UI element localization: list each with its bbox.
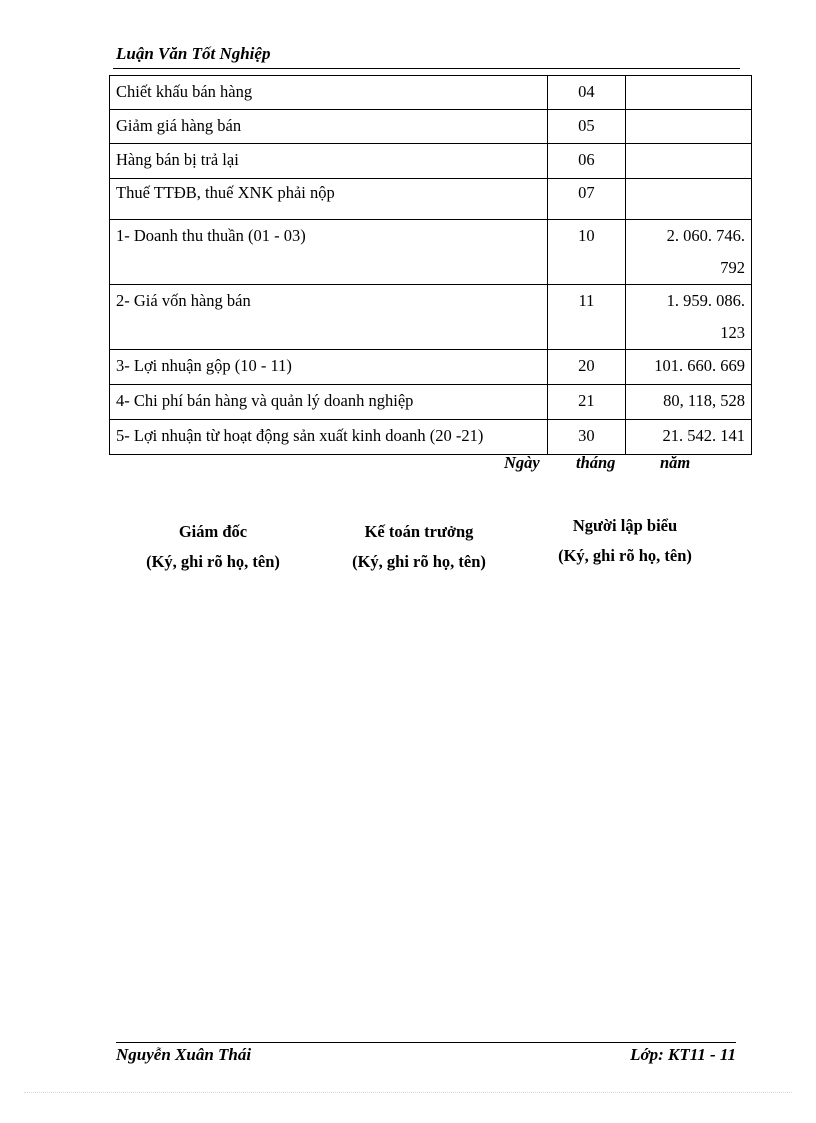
page-header-title: Luận Văn Tốt Nghiệp [116,44,271,63]
footer-class: Lớp: KT11 - 11 [630,1045,736,1064]
page-edge [24,1092,792,1093]
row-code: 11 [547,285,626,350]
date-day-label: Ngày [504,453,540,472]
row-value [626,179,752,220]
signature-block-chief-accountant [326,522,512,572]
signature-note: (Ký, ghi rõ họ, tên) [352,552,486,571]
row-value: 80, 118, 528 [626,385,752,420]
row-value [626,220,752,285]
date-year-label: năm [660,453,691,472]
table-row [110,420,752,455]
row-label: Chiết khấu bán hàng [110,76,548,110]
row-value: 101. 660. 669 [626,350,752,385]
row-label: 1- Doanh thu thuần (01 - 03) [110,220,548,285]
row-code: 20 [547,350,626,385]
header-divider [113,68,740,69]
signature-block-preparer [532,516,718,566]
row-code: 21 [547,385,626,420]
footer-author: Nguyễn Xuân Thái [116,1045,252,1064]
row-label: Thuế TTĐB, thuế XNK phải nộp [110,179,548,220]
table-row [110,220,752,285]
date-month-label: tháng [576,453,616,472]
table-row [110,385,752,420]
row-code: 04 [547,76,626,110]
row-value [626,110,752,144]
row-label: 2- Giá vốn hàng bán [110,285,548,350]
row-value [626,285,752,350]
row-code: 30 [547,420,626,455]
table-row [110,76,752,110]
row-value: 21. 542. 141 [626,420,752,455]
row-label: 3- Lợi nhuận gộp (10 - 11) [110,350,548,385]
row-code: 07 [547,179,626,220]
signature-role: Giám đốc [178,522,248,541]
row-value-line: 2. 060. 746. [666,226,745,245]
row-code: 10 [547,220,626,285]
table-row [110,110,752,144]
signature-note: (Ký, ghi rõ họ, tên) [146,552,280,571]
row-value [626,76,752,110]
table-row [110,350,752,385]
table-row [110,285,752,350]
table-row [110,179,752,220]
table-row [110,144,752,179]
row-code: 05 [547,110,626,144]
row-label: Giảm giá hàng bán [110,110,548,144]
footer-divider [116,1042,736,1043]
signature-role: Kế toán trưởng [364,522,474,541]
row-code: 06 [547,144,626,179]
signature-role: Người lập biểu [572,516,678,535]
row-value-line-cont: 792 [720,258,745,277]
row-value-line-cont: 123 [720,323,745,342]
row-label: 5- Lợi nhuận từ hoạt động sản xuất kinh doanh (20 -21) [110,420,548,455]
signature-block-director [120,522,306,572]
income-statement-table [109,75,752,455]
row-label: 4- Chi phí bán hàng và quản lý doanh nghiệp [110,385,548,420]
row-value-line: 1. 959. 086. [666,291,745,310]
row-value [626,144,752,179]
date-line [504,453,704,475]
row-label: Hàng bán bị trả lại [110,144,548,179]
signature-note: (Ký, ghi rõ họ, tên) [558,546,692,565]
